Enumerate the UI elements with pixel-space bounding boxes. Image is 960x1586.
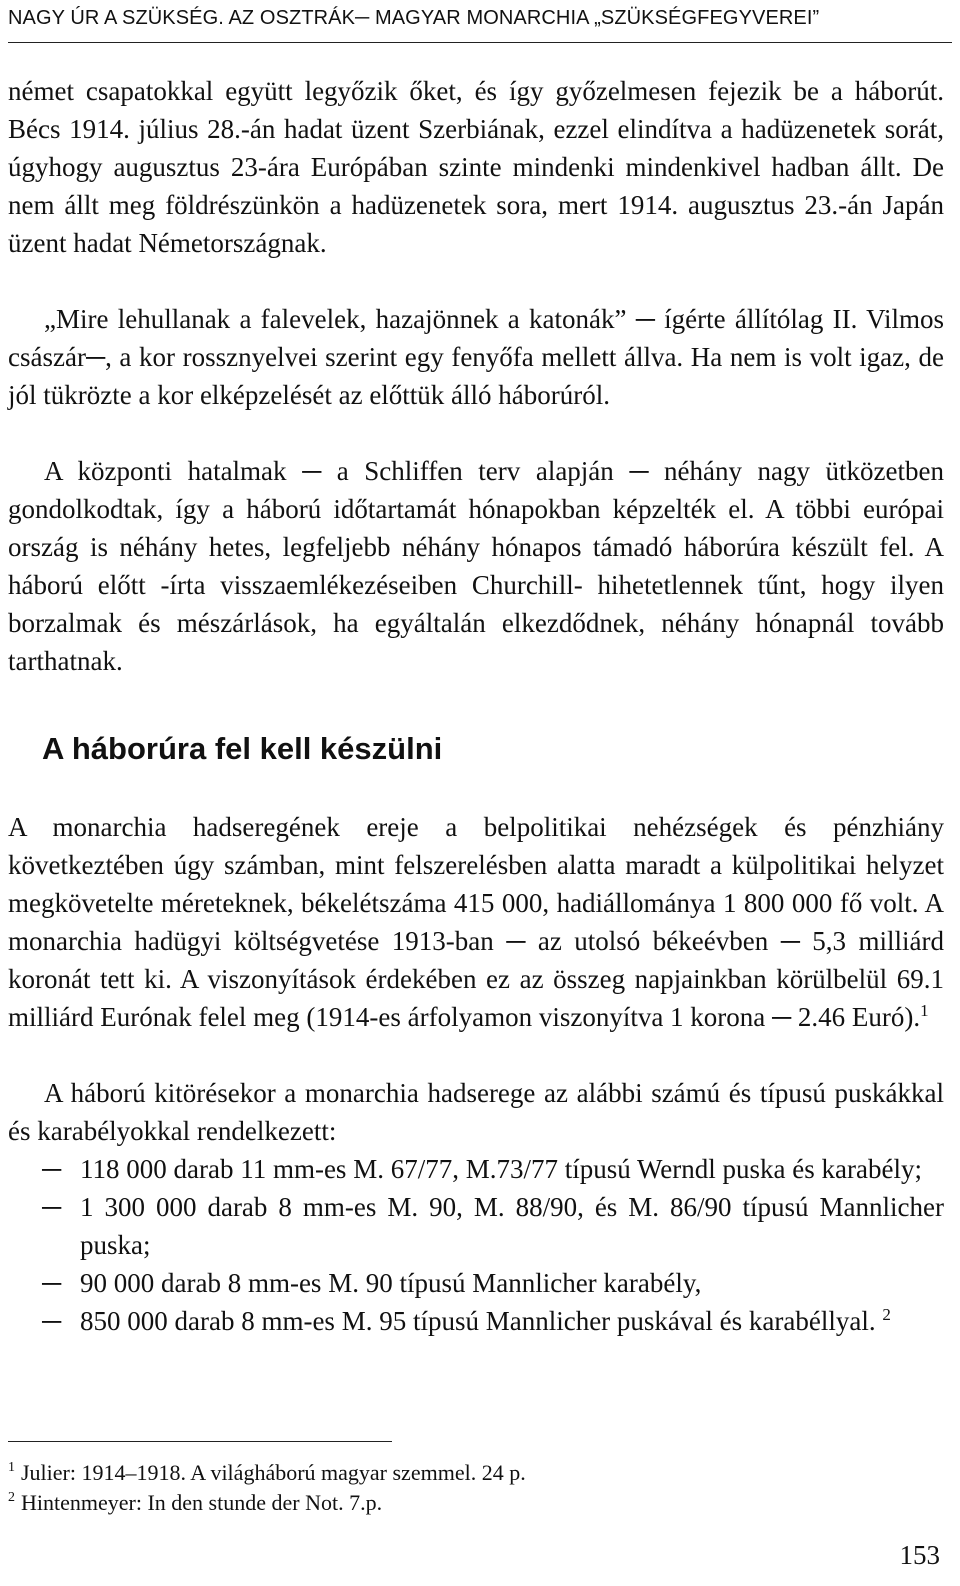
paragraph-quote	[8, 300, 944, 414]
paragraph-intro	[8, 72, 944, 262]
list-item	[8, 1188, 944, 1264]
dash-bullet: ─	[42, 1306, 62, 1336]
dash-bullet: ─	[42, 1154, 62, 1184]
section-title: A háborúra fel kell készülni	[42, 731, 443, 766]
list-item-text: 90 000 darab 8 mm-es M. 90 típusú Mannlicher karabély,	[80, 1268, 702, 1298]
footnote-text: Julier: 1914–1918. A világháború magyar szemmel. 24 p.	[21, 1460, 526, 1485]
list-item	[8, 1302, 944, 1340]
paragraph-quote-text: „Mire lehullanak a falevelek, hazajönnek a katonák” ─ ígérte állítólag II. Vilmos császár─, a kor rossznyelvei szerint egy fenyőfa mellett állva. Ha nem is volt igaz, de jól tükrözte a kor elképzelését az előttük álló háborúról.	[8, 304, 944, 410]
list-item	[8, 1264, 944, 1302]
weapons-list	[8, 1150, 944, 1340]
list-item-text: 850 000 darab 8 mm-es M. 95 típusú Mannlicher puskával és karabéllyal.	[80, 1306, 876, 1336]
paragraph-weapons	[8, 1074, 944, 1150]
paragraph-monarchy-text	[8, 808, 944, 1036]
paragraph-monarchy-body: A monarchia hadseregének ereje a belpolitikai nehézségek és pénzhiány következtében úgy számban, mint felszerelésben alatta maradt a külpolitikai helyzet megkövetelte méreteknek, békelétszáma 415 000, hadiállománya 1 800 000 fő volt. A monarchia hadügyi költségvetése 1913-ban ─ az utolsó békeévben ─ 5,3 milliárd koronát tett ki. A viszonyítások érdekében ez az összeg napjainkban körülbelül 69.1 milliárd Eurónak felel meg (1914-es árfolyamon viszonyítva 1 korona ─ 2.46 Euró).	[8, 812, 944, 1032]
paragraph-weapons-text: A háború kitörésekor a monarchia hadserege az alábbi számú és típusú puskákkal és karabélyokkal rendelkezett:	[8, 1078, 944, 1146]
footnote-1	[8, 1458, 908, 1488]
footnote-ref-1: 1	[920, 1001, 929, 1020]
footnote-text: Hintenmeyer: In den stunde der Not. 7.p.	[21, 1490, 383, 1515]
paragraph-intro-text: német csapatokkal együtt legyőzik őket, és így győzelmesen fejezik be a háborút. Bécs 1914. július 28.-án hadat üzent Szerbiának, ezzel elindítva a hadüzenetek sorát, úgyhogy augusztus 23-ára Európában szinte mindenki mindenkivel hadban állt. De nem állt meg földrészünkön a hadüzenetek sora, mert 1914. augusztus 23.-án Japán üzent hadat Németországnak.	[8, 76, 944, 258]
footnotes	[8, 1458, 908, 1518]
paragraph-central-powers	[8, 452, 944, 680]
running-header: NAGY ÚR A SZÜKSÉG. AZ OSZTRÁK─ MAGYAR MONARCHIA „SZÜKSÉGFEGYVEREI”	[8, 7, 820, 29]
footnote-number: 2	[8, 1490, 15, 1505]
header-rule	[8, 42, 952, 43]
paragraph-monarchy	[8, 808, 944, 1036]
list-item	[8, 1150, 944, 1188]
list-item-text: 118 000 darab 11 mm-es M. 67/77, M.73/77 típusú Werndl puska és karabély;	[80, 1154, 922, 1184]
paragraph-central-text: A központi hatalmak ─ a Schliffen terv alapján ─ néhány nagy ütközetben gondolkodtak, így a háború időtartamát hónapokban képzelték el. A többi európai ország is néhány hetes, legfeljebb néhány hónapos támadó háborúra készült fel. A háború előtt -írta visszaemlékezéseiben Churchill- hihetetlennek tűnt, hogy ilyen borzalmak és mészárlások, ha egyáltalán elkezdődnek, néhány hónapnál tovább tarthatnak.	[8, 456, 944, 676]
dash-bullet: ─	[42, 1268, 62, 1298]
list-item-text: 1 300 000 darab 8 mm-es M. 90, M. 88/90, és M. 86/90 típusú Mannlicher puska;	[80, 1192, 944, 1260]
footnote-2	[8, 1488, 908, 1518]
dash-bullet: ─	[42, 1192, 62, 1222]
page-number: 153	[899, 1540, 940, 1570]
footnote-ref-2: 2	[882, 1305, 891, 1324]
footnote-number: 1	[8, 1460, 15, 1475]
footnote-rule	[8, 1441, 392, 1442]
